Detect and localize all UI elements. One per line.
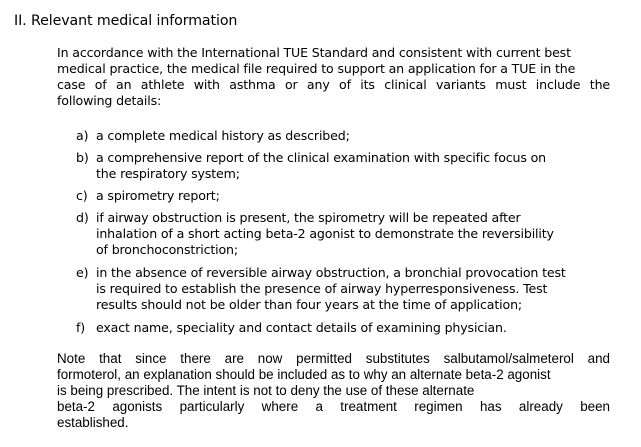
list-item-text: a spirometry report; — [96, 188, 220, 203]
note-line: is being prescribed. The intent is not to deny the use of these alternate — [57, 383, 475, 399]
section-heading: II. Relevant medical information — [14, 13, 238, 29]
list-marker: d) — [76, 210, 89, 225]
note-line: established. — [57, 415, 129, 431]
list-item-text: a comprehensive report of the clinical examination with specific focus on — [96, 150, 547, 165]
list-marker: e) — [76, 265, 89, 280]
list-item-text: exact name, speciality and contact details of examining physician. — [96, 320, 507, 335]
intro-line: case of an athlete with asthma or any of its clinical variants must include the — [57, 77, 610, 93]
list-item-text: the respiratory system; — [96, 166, 240, 182]
note-line: Note that since there are now permitted substitutes salbutamol/salmeterol and — [57, 351, 610, 366]
list-marker: b) — [76, 150, 89, 165]
list-item-text: in the absence of reversible airway obstruction, a bronchial provocation test — [96, 265, 566, 280]
list-item-text: if airway obstruction is present, the spirometry will be repeated after — [96, 210, 521, 225]
list-item-text: a complete medical history as described; — [96, 128, 350, 143]
list-marker: f) — [76, 320, 86, 335]
list-marker: a) — [76, 128, 89, 143]
intro-paragraph — [57, 45, 610, 109]
intro-line: In accordance with the International TUE Standard and consistent with current best — [57, 45, 571, 60]
intro-line: following details: — [57, 93, 162, 109]
note-line: beta-2 agonists particularly where a treatment regimen has already been — [57, 399, 610, 415]
list-item-text: is required to establish the presence of airway hyperresponsiveness. Test — [96, 281, 548, 297]
list-item-text: of bronchoconstriction; — [96, 242, 238, 258]
list-item-text: results should not be older than four years at the time of application; — [96, 297, 522, 313]
list-item-text: inhalation of a short acting beta-2 agonist to demonstrate the reversibility — [96, 226, 554, 242]
list-marker: c) — [76, 188, 88, 203]
note-paragraph — [57, 351, 610, 431]
intro-line: medical practice, the medical file required to support an application for a TUE in the — [57, 61, 576, 77]
note-line: formoterol, an explanation should be included as to why an alternate beta-2 agonist — [57, 367, 551, 383]
